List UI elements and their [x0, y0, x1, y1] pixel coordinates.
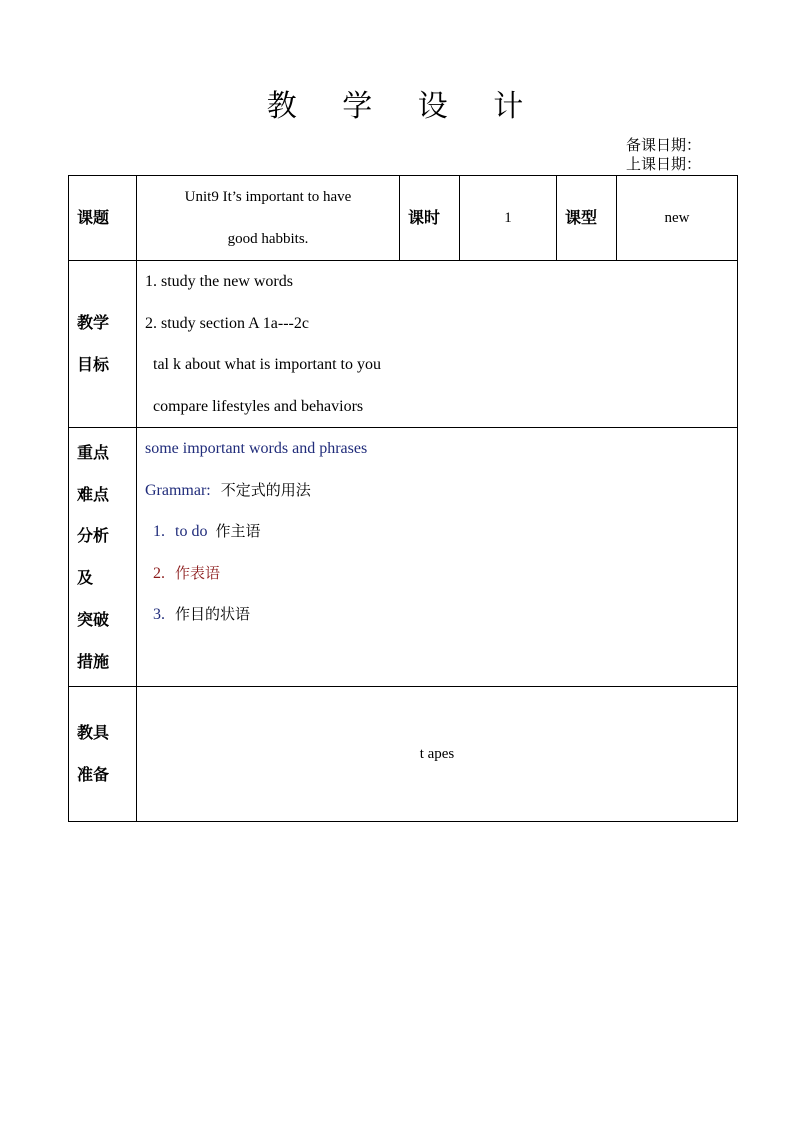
item-number: 2. — [153, 564, 165, 582]
objectives-label — [69, 261, 137, 428]
grammar-prefix: Grammar: — [145, 481, 211, 499]
page-title: 教 学 设 计 — [266, 89, 542, 124]
item-number: 3. — [153, 606, 165, 623]
objectives-content — [137, 261, 738, 428]
topic-row — [69, 176, 738, 261]
type-label: 课型 — [557, 176, 617, 261]
item-number: 1. — [153, 523, 165, 540]
period-label: 课时 — [400, 176, 460, 261]
lesson-plan-table — [68, 175, 738, 822]
key-points-row — [69, 428, 738, 687]
objective-item: compare lifestyles and behaviors — [153, 397, 364, 415]
key-points-label-line: 分析 — [77, 526, 110, 546]
objectives-label-line-1: 教学 — [77, 313, 110, 332]
item-cn-text: 作目的状语 — [175, 605, 251, 623]
materials-label-line-1: 教具 — [77, 723, 110, 742]
objectives-row — [69, 261, 738, 428]
item-cn-text: 作主语 — [215, 522, 261, 540]
date-block — [626, 136, 701, 174]
period-value: 1 — [460, 176, 557, 261]
key-points-label-line: 措施 — [77, 651, 110, 671]
key-points-label — [69, 428, 137, 687]
objective-item: 2. study section A 1a---2c — [145, 314, 309, 332]
topic-label: 课题 — [69, 176, 137, 261]
item-cn-text: 作表语 — [175, 563, 221, 582]
item-en-text: to do — [175, 523, 208, 540]
materials-value: t apes — [137, 687, 738, 822]
objectives-label-line-2: 目标 — [77, 355, 110, 374]
class-date-label: 上课日期： — [626, 155, 702, 173]
grammar-item-2 — [145, 553, 737, 595]
grammar-text: 不定式的用法 — [220, 480, 311, 499]
key-points-label-line: 及 — [77, 568, 94, 588]
key-points-label-line: 难点 — [77, 484, 110, 504]
materials-row — [69, 687, 738, 822]
key-points-label-line: 突破 — [77, 609, 110, 629]
topic-line-1: Unit9 It’s important to have — [184, 189, 352, 205]
materials-label-line-2: 准备 — [77, 765, 110, 784]
key-points-content — [137, 428, 738, 687]
key-points-label-line: 重点 — [77, 443, 110, 462]
topic-value — [137, 176, 400, 261]
grammar-item-1 — [145, 511, 737, 553]
key-points-line-1: some important words and phrases — [145, 440, 368, 457]
prep-date-label: 备课日期： — [626, 136, 702, 154]
objective-item: tal k about what is important to you — [153, 356, 381, 373]
grammar-line — [145, 470, 737, 512]
type-value: new — [617, 176, 738, 261]
grammar-item-3 — [145, 594, 737, 636]
topic-line-2: good habbits. — [227, 231, 309, 247]
objective-item: 1. study the new words — [145, 273, 293, 290]
materials-label — [69, 687, 137, 822]
